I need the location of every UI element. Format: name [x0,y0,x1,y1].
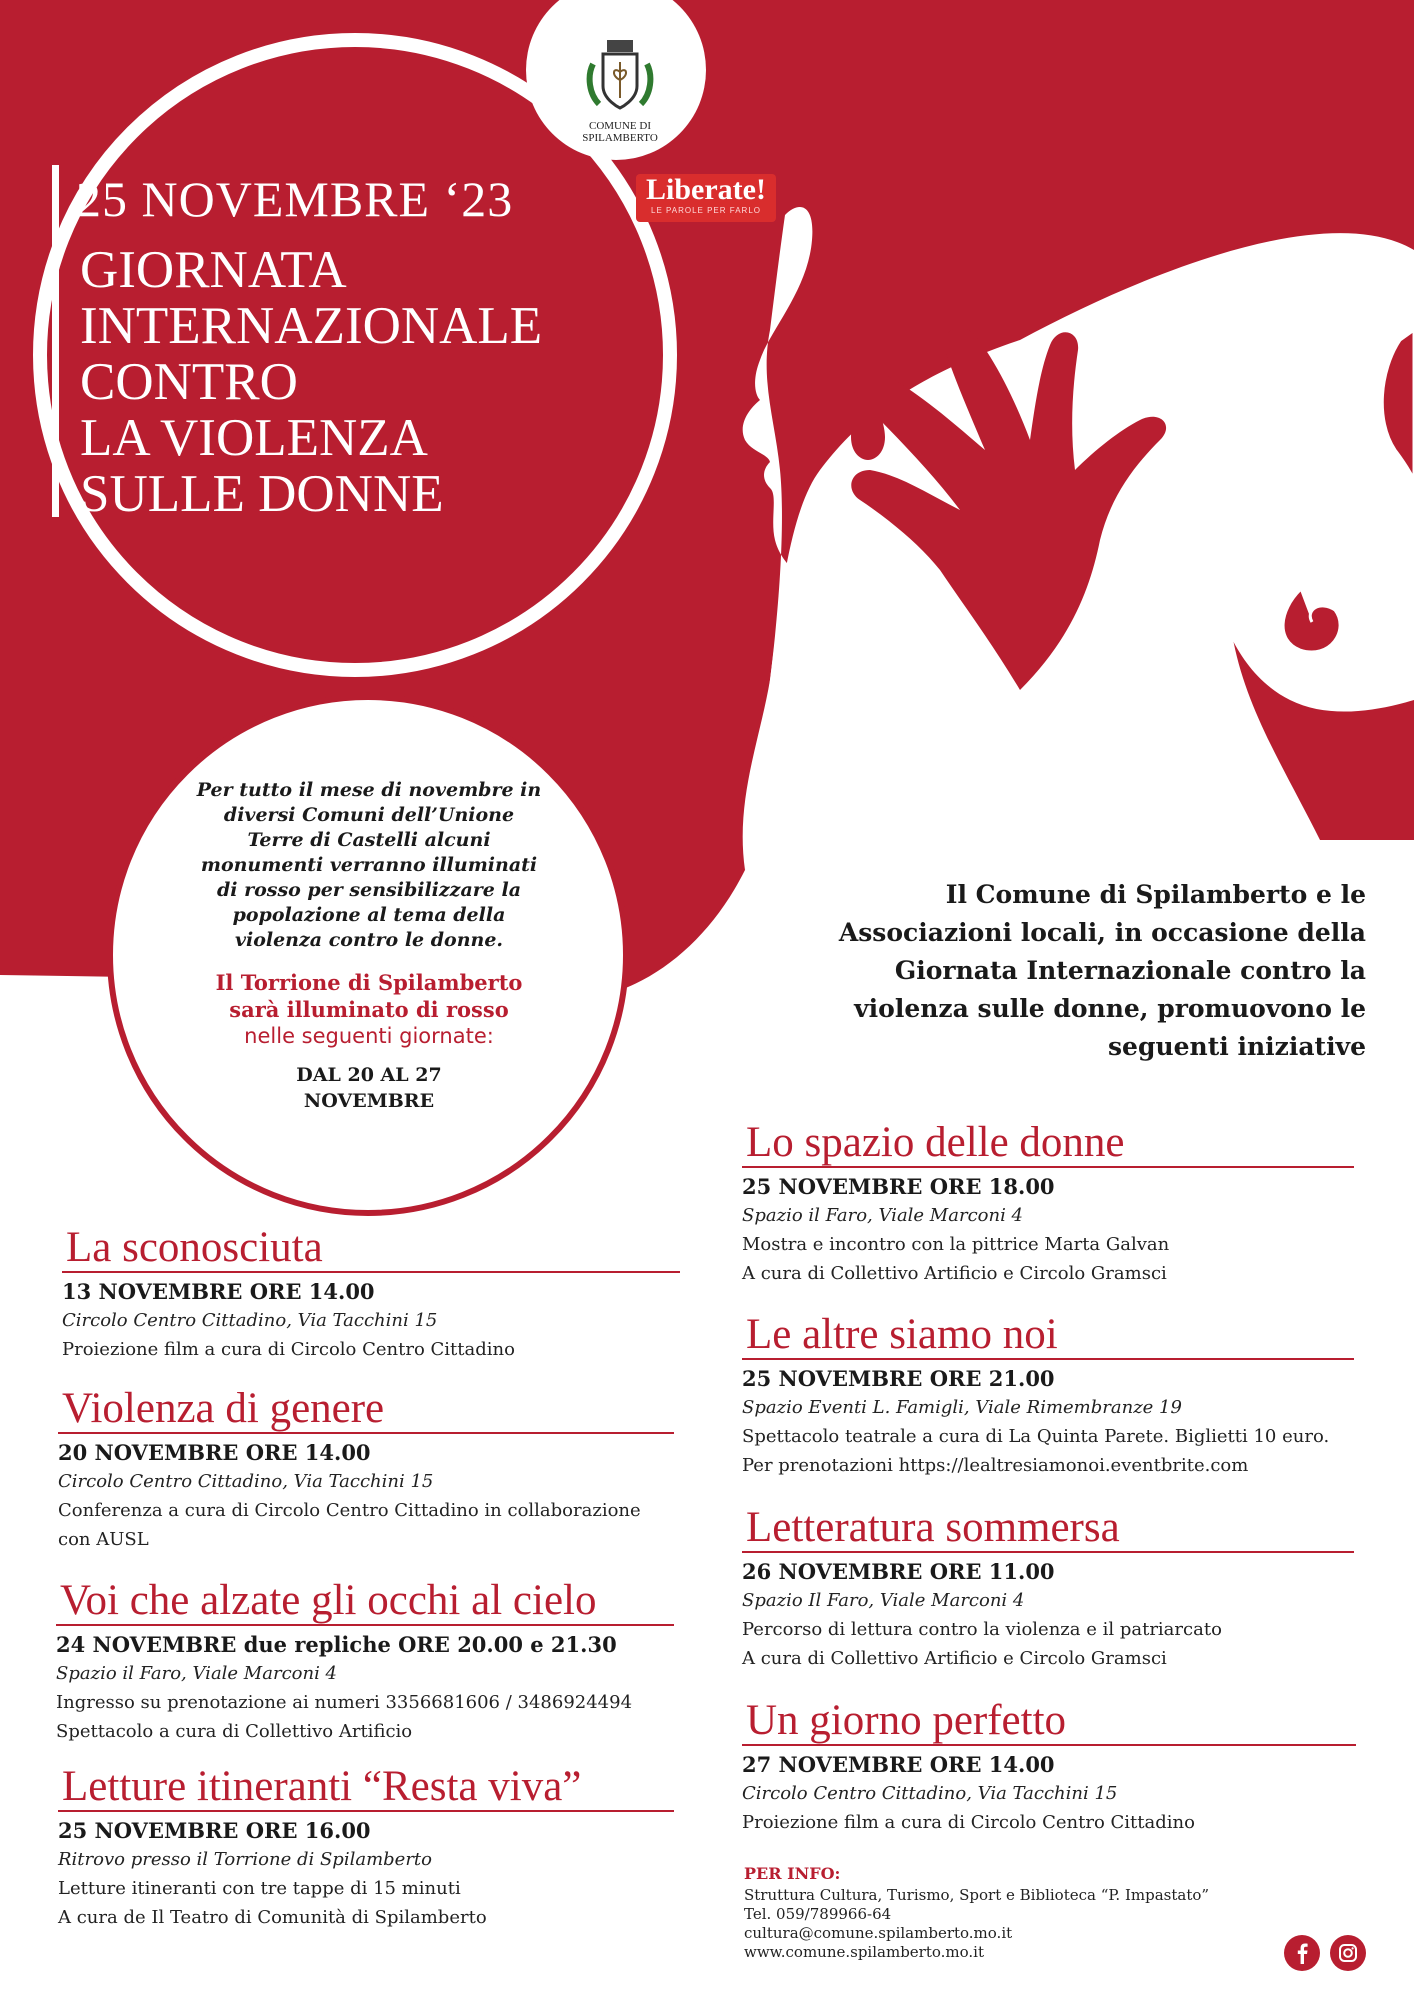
illumination-dates-line1: DAL 20 AL 27 [296,1064,442,1086]
torrione-highlight-rest: nelle seguenti giornate: [244,1024,494,1048]
contact-info [744,1864,1264,1962]
event-description: A cura di Collettivo Artificio e Circolo Gramsci [742,1648,1167,1669]
event-description: Percorso di lettura contro la violenza e il patriarcato [742,1619,1222,1640]
municipality-logo [560,36,680,144]
event-title: Lo spazio delle donne [742,1120,1354,1168]
event-block [58,1764,674,1932]
event-place: Spazio il Faro, Viale Marconi 4 [742,1205,1024,1226]
title-line: GIORNATA [80,241,347,299]
monuments-intro: Per tutto il mese di novembre in diversi Comuni dell’Unione Terre di Castelli alcuni monumenti verranno illuminati di rosso per sensibilizzare la popolazione al tema della violenza contro le donne. [196,779,542,951]
event-description: Conferenza a cura di Circolo Centro Cittadino in collaborazione con AUSL [58,1500,641,1550]
event-block [742,1505,1354,1673]
info-phone[interactable]: Tel. 059/789966-64 [744,1905,892,1923]
facebook-icon [1284,1935,1320,1971]
event-date: 24 NOVEMBRE due repliche ORE 20.00 e 21.30 [56,1632,617,1657]
event-date: 25 NOVEMBRE ORE 16.00 [58,1818,371,1843]
title-line: INTERNAZIONALE [80,297,543,355]
liberate-tagline: LE PAROLE PER FARLO [651,206,761,215]
logo-caption-line2: SPILAMBERTO [582,132,658,144]
event-block [742,1120,1354,1288]
info-website[interactable]: www.comune.spilamberto.mo.it [744,1943,984,1961]
event-date: 27 NOVEMBRE ORE 14.00 [742,1752,1055,1777]
event-date: 20 NOVEMBRE ORE 14.00 [58,1440,371,1465]
event-description: Spettacolo a cura di Collettivo Artificio [56,1721,413,1742]
instagram-button[interactable] [1330,1935,1366,1971]
event-place: Spazio il Faro, Viale Marconi 4 [56,1663,338,1684]
event-date: 26 NOVEMBRE ORE 11.00 [742,1559,1055,1584]
title-line: CONTRO [80,353,298,411]
event-title: Voi che alzate gli occhi al cielo [56,1578,674,1626]
event-description: Spettacolo teatrale a cura di La Quinta Parete. Biglietti 10 euro. [742,1426,1330,1447]
event-description: Mostra e incontro con la pittrice Marta Galvan [742,1234,1170,1255]
event-title: La sconosciuta [62,1225,680,1273]
facebook-button[interactable] [1284,1935,1320,1971]
instagram-icon [1330,1935,1366,1971]
event-title: Letture itineranti “Resta viva” [58,1764,674,1812]
torrione-highlight: Il Torrione di Spilamberto sarà illuminato di rosso [215,970,523,1022]
event-title: Violenza di genere [58,1386,674,1434]
event-description: Proiezione film a cura di Circolo Centro Cittadino [742,1812,1195,1833]
event-place: Spazio Eventi L. Famigli, Viale Rimembranze 19 [742,1397,1182,1418]
event-description: Proiezione film a cura di Circolo Centro Cittadino [62,1339,515,1360]
event-place: Circolo Centro Cittadino, Via Tacchini 15 [742,1783,1118,1804]
event-description: Letture itineranti con tre tappe di 15 minuti [58,1878,461,1899]
illumination-dates-line2: NOVEMBRE [303,1090,435,1112]
event-title: Le altre siamo noi [742,1312,1354,1360]
event-place: Spazio Il Faro, Viale Marconi 4 [742,1590,1025,1611]
event-description: A cura di Collettivo Artificio e Circolo Gramsci [742,1263,1167,1284]
liberate-brand: Liberate! [646,173,766,206]
event-place: Ritrovo presso il Torrione di Spilamberto [58,1849,432,1870]
event-block [742,1312,1354,1480]
event-block [62,1225,680,1364]
event-date-heading: 25 NOVEMBRE ‘23 [76,171,514,227]
info-email[interactable]: cultura@comune.spilamberto.mo.it [744,1924,1013,1942]
info-title: PER INFO: [744,1864,841,1883]
logo-caption-line1: COMUNE DI [588,120,652,132]
info-office: Struttura Cultura, Turismo, Sport e Biblioteca “P. Impastato” [744,1886,1210,1904]
event-block [742,1698,1356,1837]
event-block [56,1578,674,1746]
event-title: Un giorno perfetto [742,1698,1356,1746]
event-place: Circolo Centro Cittadino, Via Tacchini 15 [62,1310,438,1331]
event-description: Ingresso su prenotazione ai numeri 3356681606 / 3486924494 [56,1692,633,1713]
event-description: A cura de Il Teatro di Comunità di Spilamberto [58,1907,487,1928]
title-line: SULLE DONNE [80,465,444,523]
title-accent-bar [52,165,59,517]
event-description: Per prenotazioni https://lealtresiamonoi.eventbrite.com [742,1455,1249,1476]
event-place: Circolo Centro Cittadino, Via Tacchini 15 [58,1471,434,1492]
torrione-info-text [196,778,542,1114]
event-date: 13 NOVEMBRE ORE 14.00 [62,1279,375,1304]
liberate-badge [636,174,776,222]
coat-of-arms-icon [585,36,655,116]
event-date: 25 NOVEMBRE ORE 18.00 [742,1174,1055,1199]
page-title [80,242,640,522]
event-date: 25 NOVEMBRE ORE 21.00 [742,1366,1055,1391]
event-title: Letteratura sommersa [742,1505,1354,1553]
initiatives-intro: Il Comune di Spilamberto e le Associazioni locali, in occasione della Giornata Internazionale contro la violenza sulle donne, promuovono le seguenti iniziative [838,880,1366,1061]
title-line: LA VIOLENZA [80,409,428,467]
event-block [58,1386,674,1554]
